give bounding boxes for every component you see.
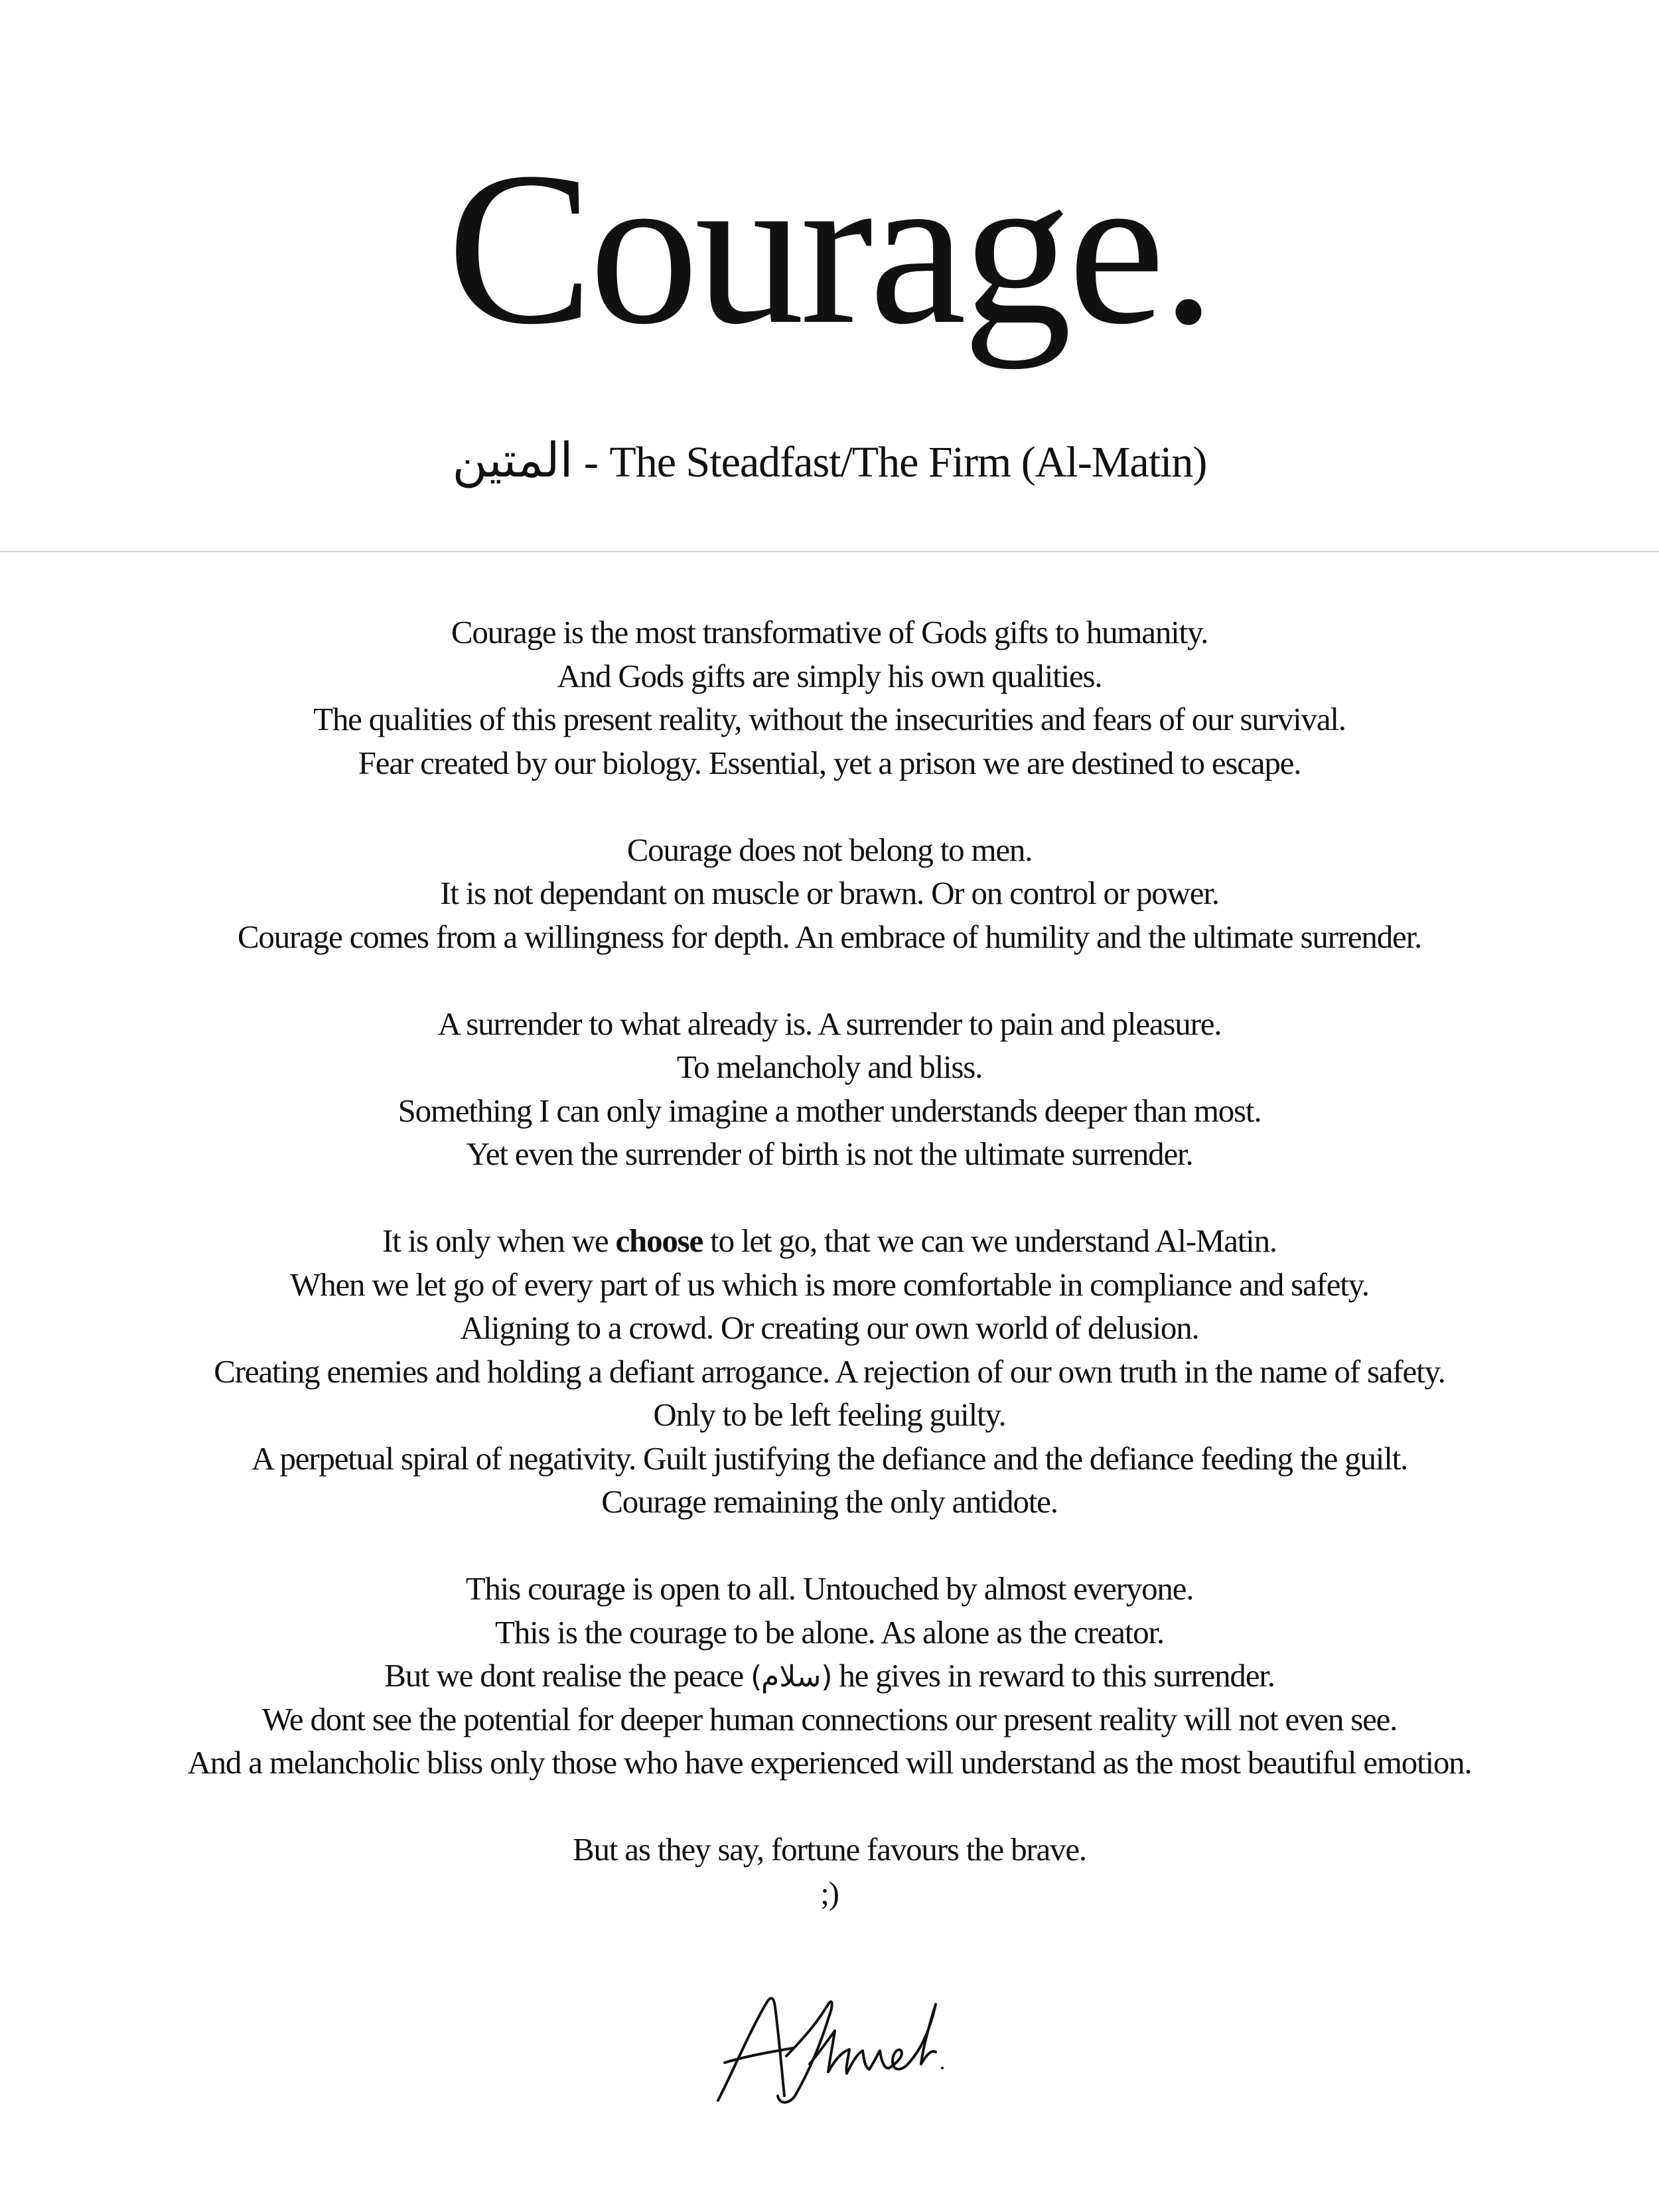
subtitle-arabic-name: المتين bbox=[452, 432, 573, 488]
paragraph-spacer bbox=[0, 958, 1659, 1002]
text-fragment: to let go, that we can we understand Al-Matin. bbox=[703, 1222, 1277, 1259]
text-line: This courage is open to all. Untouched by almost everyone. bbox=[465, 1570, 1194, 1607]
text-line: It is not dependant on muscle or brawn. Or on control or power. bbox=[440, 875, 1219, 911]
text-line: And Gods gifts are simply his own qualities. bbox=[557, 657, 1102, 694]
text-line bbox=[0, 1219, 1659, 1263]
subtitle bbox=[0, 431, 1659, 488]
page-title: Courage. bbox=[447, 127, 1212, 370]
text-line: And a melancholic bliss only those who have experienced will understand as the most beautiful emotion. bbox=[187, 1744, 1472, 1781]
text-line: ;) bbox=[820, 1874, 839, 1911]
text-fragment: he gives in reward to this surrender. bbox=[831, 1657, 1275, 1694]
text-line: A perpetual spiral of negativity. Guilt justifying the defiance and the defiance feeding the guilt. bbox=[251, 1439, 1408, 1477]
text-line: Courage is the most transformative of Gods gifts to humanity. bbox=[451, 614, 1208, 650]
divider bbox=[0, 551, 1659, 552]
text-line: A surrender to what already is. A surrender to pain and pleasure. bbox=[437, 1005, 1222, 1042]
text-line: Courage comes from a willingness for depth. An embrace of humility and the ultimate surrender. bbox=[237, 918, 1422, 955]
text-line: When we let go of every part of us which is more comfortable in compliance and safety. bbox=[290, 1266, 1369, 1303]
text-line bbox=[0, 1654, 1659, 1698]
paragraph bbox=[0, 611, 1659, 784]
paragraph-spacer bbox=[0, 1176, 1659, 1220]
paragraph-spacer bbox=[0, 784, 1659, 828]
text-line: The qualities of this present reality, without the insecurities and fears of our survival. bbox=[313, 701, 1346, 737]
text-line: Creating enemies and holding a defiant arrogance. A rejection of our own truth in the name of safety. bbox=[214, 1353, 1445, 1390]
text-line: Only to be left feeling guilty. bbox=[653, 1396, 1006, 1433]
text-line: Yet even the surrender of birth is not the ultimate surrender. bbox=[466, 1136, 1193, 1172]
arabic-salam: (سلام) bbox=[751, 1660, 832, 1694]
text-fragment: But we dont realise the peace bbox=[384, 1657, 751, 1694]
text-line: Fear created by our biology. Essential, yet a prison we are destined to escape. bbox=[358, 744, 1301, 781]
paragraph bbox=[0, 1219, 1659, 1524]
paragraph bbox=[0, 1828, 1659, 1915]
text-line: Courage does not belong to men. bbox=[626, 831, 1033, 868]
subtitle-translation: - The Steadfast/The Firm (Al-Matin) bbox=[573, 438, 1207, 486]
poem-body bbox=[0, 611, 1659, 1915]
paragraph bbox=[0, 1002, 1659, 1176]
text-fragment: It is only when we bbox=[382, 1222, 616, 1259]
text-line: This is the courage to be alone. As alone as the creator. bbox=[495, 1613, 1164, 1651]
paragraph-spacer bbox=[0, 1785, 1659, 1828]
paragraph bbox=[0, 828, 1659, 959]
text-line: To melancholy and bliss. bbox=[676, 1049, 983, 1085]
text-line: Aligning to a crowd. Or creating our own world of delusion. bbox=[460, 1309, 1199, 1346]
handwritten-signature bbox=[710, 1978, 962, 2110]
paragraph-spacer bbox=[0, 1524, 1659, 1568]
text-line: But as they say, fortune favours the brave. bbox=[573, 1831, 1086, 1868]
paragraph bbox=[0, 1567, 1659, 1785]
emphasis-choose: choose bbox=[615, 1222, 703, 1259]
text-line: Courage remaining the only antidote. bbox=[601, 1483, 1058, 1520]
text-line: We dont see the potential for deeper human connections our present reality will not even see. bbox=[261, 1700, 1398, 1737]
text-line: Something I can only imagine a mother understands deeper than most. bbox=[397, 1092, 1262, 1129]
